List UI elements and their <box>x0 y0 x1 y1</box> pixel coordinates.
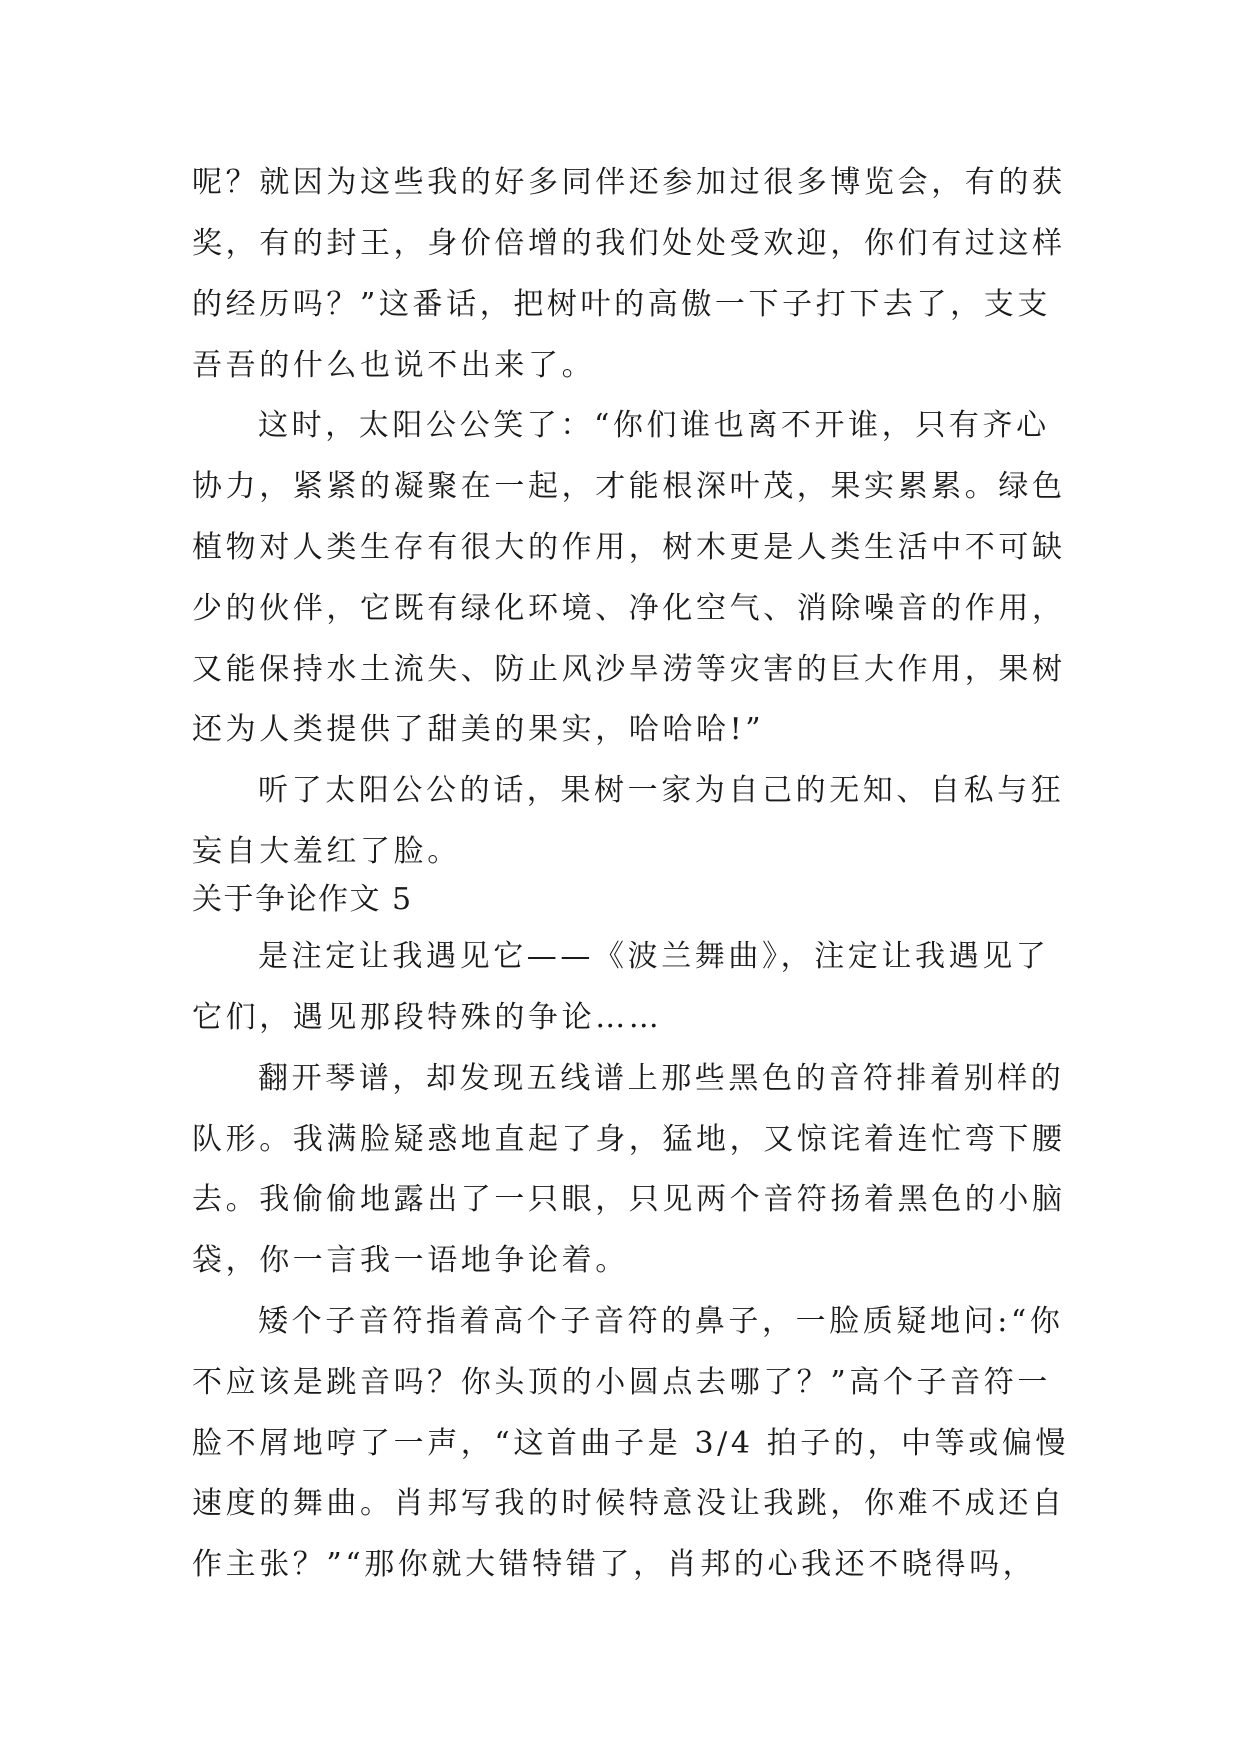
body-line: 少的伙伴，它既有绿化环境、净化空气、消除噪音的作用， <box>192 591 1066 626</box>
section-heading: 关于争论作文 5 <box>192 882 413 917</box>
body-line: 还为人类提供了甜美的果实，哈哈哈!” <box>192 712 765 747</box>
body-line: 协力，紧紧的凝聚在一起，才能根深叶茂，果实累累。绿色 <box>192 469 1066 504</box>
body-line: 作主张？”“那你就大错特错了，肖邦的心我还不晓得吗， <box>192 1547 1037 1582</box>
body-line: 速度的舞曲。肖邦写我的时候特意没让我跳，你难不成还自 <box>192 1486 1066 1521</box>
body-line: 队形。我满脸疑惑地直起了身，猛地，又惊诧着连忙弯下腰 <box>192 1122 1066 1157</box>
paragraph-first-line: 听了太阳公公的话，果树一家为自己的无知、自私与狂 <box>258 773 1065 808</box>
body-line: 它们，遇见那段特殊的争论…… <box>192 1000 663 1035</box>
body-line: 又能保持水土流失、防止风沙旱涝等灾害的巨大作用，果树 <box>192 652 1066 687</box>
body-line: 妄自大羞红了脸。 <box>192 834 461 869</box>
body-line: 吾吾的什么也说不出来了。 <box>192 348 596 383</box>
body-line: 奖，有的封王，身价倍增的我们处处受欢迎，你们有过这样 <box>192 226 1066 261</box>
body-line: 植物对人类生存有很大的作用，树木更是人类生活中不可缺 <box>192 530 1066 565</box>
body-line: 脸不屑地哼了一声，“这首曲子是 3/4 拍子的，中等或偏慢 <box>192 1426 1070 1461</box>
paragraph-first-line: 翻开琴谱，却发现五线谱上那些黑色的音符排着别样的 <box>258 1061 1065 1096</box>
paragraph-first-line: 是注定让我遇见它——《波兰舞曲》，注定让我遇见了 <box>258 939 1050 974</box>
body-line: 不应该是跳音吗？你头顶的小圆点去哪了？”高个子音符一 <box>192 1365 1051 1400</box>
body-line: 呢？就因为这些我的好多同伴还参加过很多博览会，有的获 <box>192 165 1066 200</box>
paragraph-first-line: 这时，太阳公公笑了：“你们谁也离不开谁，只有齐心 <box>258 408 1050 443</box>
body-line: 去。我偷偷地露出了一只眼，只见两个音符扬着黑色的小脑 <box>192 1182 1066 1217</box>
body-line: 袋，你一言我一语地争论着。 <box>192 1243 629 1278</box>
body-line: 的经历吗？”这番话，把树叶的高傲一下子打下去了，支支 <box>192 287 1051 322</box>
paragraph-first-line: 矮个子音符指着高个子音符的鼻子，一脸质疑地问:“你 <box>258 1304 1064 1339</box>
